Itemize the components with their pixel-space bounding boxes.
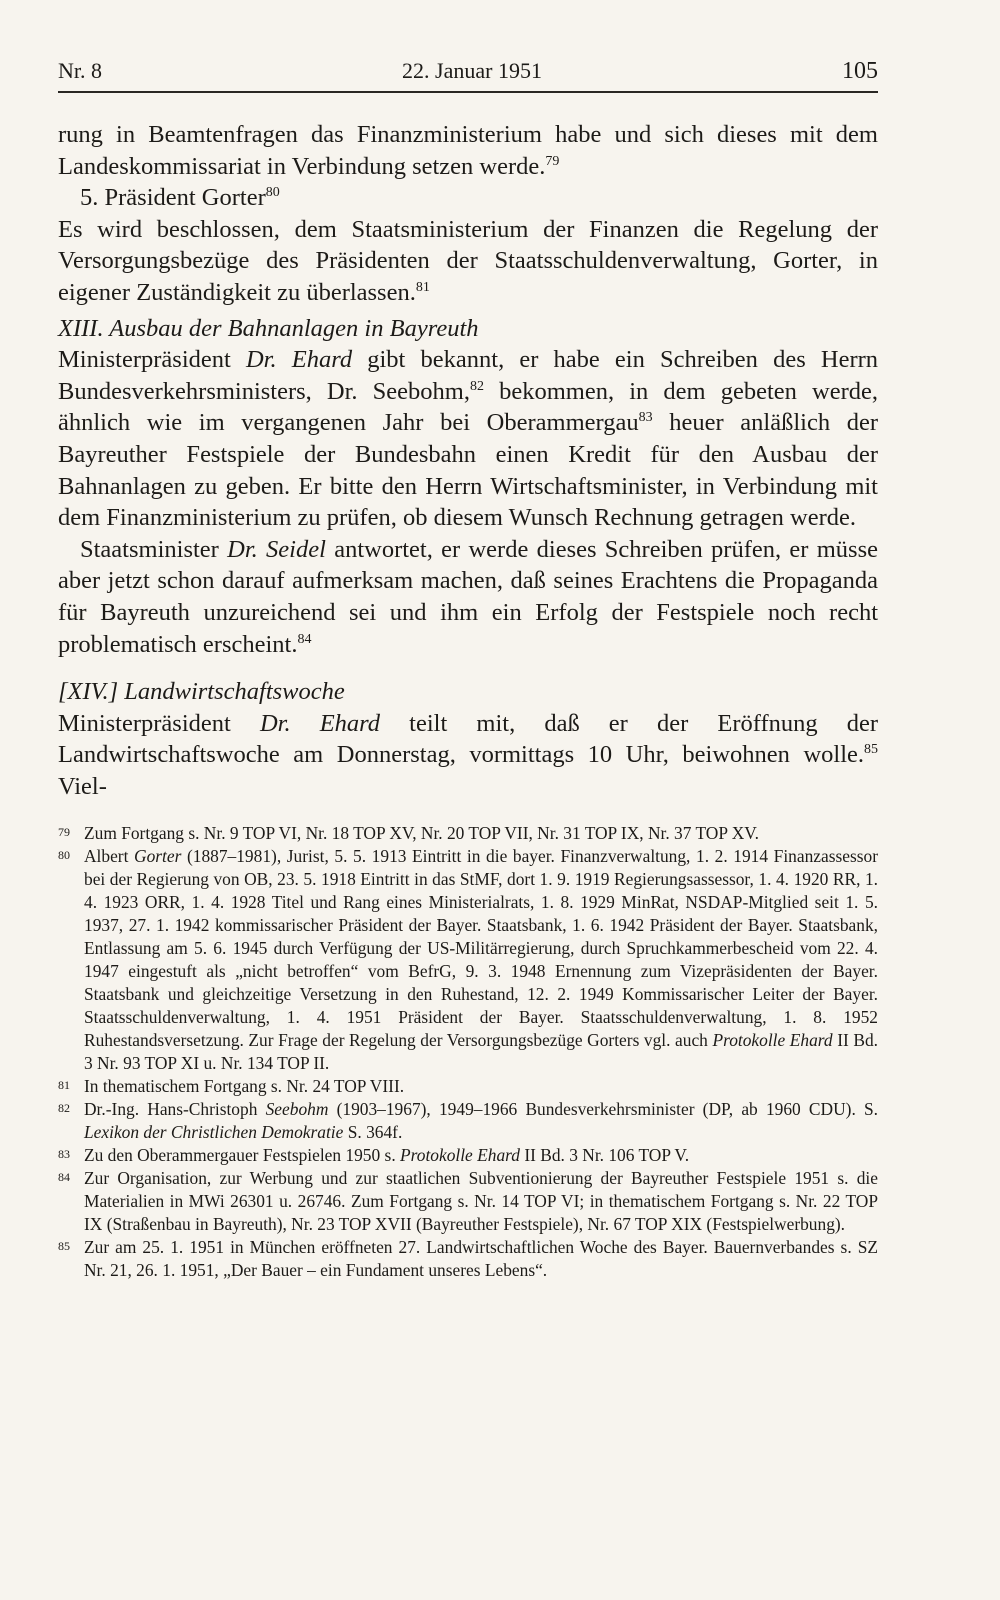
section-heading: XIII. Ausbau der Bahnanlagen in Bayreuth [58, 314, 479, 342]
page-number: 105 [841, 58, 878, 84]
footnote-number: 79 [58, 825, 70, 840]
footnote-number: 83 [58, 1147, 70, 1162]
footnote [58, 1098, 878, 1144]
footnote [58, 822, 878, 845]
footnotes [58, 822, 878, 1282]
footnote-text: Zu den Oberammergauer Festspielen 1950 s. Protokolle Ehard II Bd. 3 Nr. 106 TOP V. [84, 1145, 690, 1166]
footnote-text: Dr.-Ing. Hans-Christoph Seebohm (1903–1967), 1949–1966 Bundesverkehrsminister (DP, ab 1960 CDU). S. Lexikon der Christlichen Demokratie S. 364f. [84, 1099, 879, 1143]
paragraph: Staatsminister Dr. Seidel antwortet, er werde dieses Schreiben prüfen, er müsse aber jetzt schon darauf aufmerksam machen, daß seines Erachtens die Propaganda für Bayreuth unzureichend sei und ihm ein Erfolg der Festspiele noch recht problematisch erscheint.$^{84}$ [58, 535, 879, 658]
footnote-ref: 79 [545, 153, 560, 169]
footnote [58, 1075, 878, 1098]
paragraph: rung in Beamtenfragen das Finanzministerium habe und sich dieses mit dem Landeskommissariat in Verbindung setzen werde.$^{79}$ [58, 121, 878, 180]
footnote-text: Albert Gorter (1887–1981), Jurist, 5. 5. 1913 Eintritt in die bayer. Finanzverwaltung, 1. 2. 1914 Finanzassessor bei der Regierung von OB, 23. 5. 1918 Eintritt in das StMF, dort 1. 9. 1919 Regierungsassessor, 1. 4. 1920 RR, 1. 4. 1923 ORR, 1. 4. 1928 Titel und Rang eines Ministerialrats, 1. 8. 1929 MinRat, NSDAP-Mitglied seit 1. 5. 1937, 27. 1. 1942 kommissarischer Präsident der Bayer. Staatsbank, 1. 6. 1942 Präsident der Bayer. Staatsbank, Entlassung am 5. 6. 1945 durch Verfügung der US-Militärregierung, durch Spruchkammerbescheid vom 22. 4. 1947 eingestuft als „nicht betroffen“ vom BefrG, 9. 3. 1948 Ernennung zum Vizepräsidenten der Bayer. Staatsbank und gleichzeitige Versetzung in den Ruhestand, 12. 2. 1949 Kommissarischer Leiter der Bayer. Staatsschuldenverwaltung, 1. 4. 1951 Präsident der Bayer. Staatsschuldenverwaltung, 1. 8. 1952 Ruhestandsversetzung. Zur Frage der Regelung der Versorgungsbezüge Gorters vgl. auch Protokolle Ehard II Bd. 3 Nr. 93 TOP XI u. Nr. 134 TOP II. [84, 846, 878, 1074]
footnote-ref: 80 [265, 185, 280, 201]
footnote-ref: 85 [864, 742, 878, 758]
agenda-item: 5. Präsident Gorter$^{80}$ [80, 184, 280, 212]
section-heading: [XIV.] Landwirtschaftswoche [58, 678, 345, 706]
footnote-ref: 81 [415, 279, 430, 295]
footnote-number: 80 [58, 848, 70, 863]
footnote [58, 1144, 878, 1167]
footnote-ref: 82 [469, 378, 484, 394]
paragraph: Es wird beschlossen, dem Staatsministerium der Finanzen die Regelung der Versorgungsbezüge des Präsidenten der Staatsschuldenverwaltung, Gorter, in eigener Zuständigkeit zu überlassen.$^{81}$ [58, 215, 878, 306]
footnote-text: Zur Organisation, zur Werbung und zur staatlichen Subventionierung der Bayreuther Festspiele 1951 s. die Materialien in MWi 26301 u. 26746. Zum Fortgang s. Nr. 14 TOP VI; in thematischem Fortgang s. Nr. 22 TOP IX (Straßenbau in Bayreuth), Nr. 23 TOP XVII (Bayreuther Festspiele), Nr. 67 TOP XIX (Festspielwerbung). [84, 1168, 878, 1235]
footnote-text: Zur am 25. 1. 1951 in München eröffneten 27. Landwirtschaftlichen Woche des Bayer. Bauernverbandes s. SZ Nr. 21, 26. 1. 1951, „Der Bauer – ein Fundament unseres Lebens“. [84, 1237, 878, 1281]
person-name: Dr. Seidel [227, 535, 326, 563]
main-text [58, 119, 878, 802]
footnote-number: 81 [58, 1078, 70, 1093]
header-date: 22. Januar 1951 [402, 58, 542, 83]
footnote [58, 1167, 878, 1236]
footnote-ref: 83 [638, 410, 653, 426]
person-name: Dr. Ehard [245, 346, 353, 374]
footnote-text: In thematischem Fortgang s. Nr. 24 TOP VIII. [84, 1076, 405, 1097]
page [58, 58, 878, 1282]
paragraph: Ministerpräsident Dr. Ehard teilt mit, daß er der Eröffnung der Landwirtschaftswoche am Donnerstag, vormittags 10 Uhr, beiwohnen wolle.$^{85}$ Viel- [58, 709, 879, 800]
footnote [58, 1236, 878, 1282]
footnote [58, 845, 878, 1075]
footnote-number: 84 [58, 1170, 70, 1185]
person-name: Dr. Ehard [259, 709, 381, 737]
footnote-number: 82 [58, 1101, 70, 1116]
paragraph: Ministerpräsident Dr. Ehard gibt bekannt, er habe ein Schreiben des Herrn Bundesverkehrsministers, Dr. Seebohm,$^{82}$ bekommen, in dem gebeten werde, ähnlich wie im vergangenen Jahr bei Oberammergau$^{83}$ heuer anläßlich der Bayreuther Festspiele der Bundesbahn einen Kredit für den Ausbau der Bahnanlagen zu geben. Er bitte den Herrn Wirtschaftsminister, in Verbindung mit dem Finanzministerium zu prüfen, ob diesem Wunsch Rechnung getragen werde. [58, 346, 879, 532]
footnote-ref: 84 [297, 631, 312, 647]
footnote-number: 85 [58, 1239, 70, 1254]
footnote-text: Zum Fortgang s. Nr. 9 TOP VI, Nr. 18 TOP XV, Nr. 20 TOP VII, Nr. 31 TOP IX, Nr. 37 TOP XV. [84, 823, 759, 844]
running-header [58, 58, 878, 93]
issue-number: Nr. 8 [58, 58, 102, 83]
